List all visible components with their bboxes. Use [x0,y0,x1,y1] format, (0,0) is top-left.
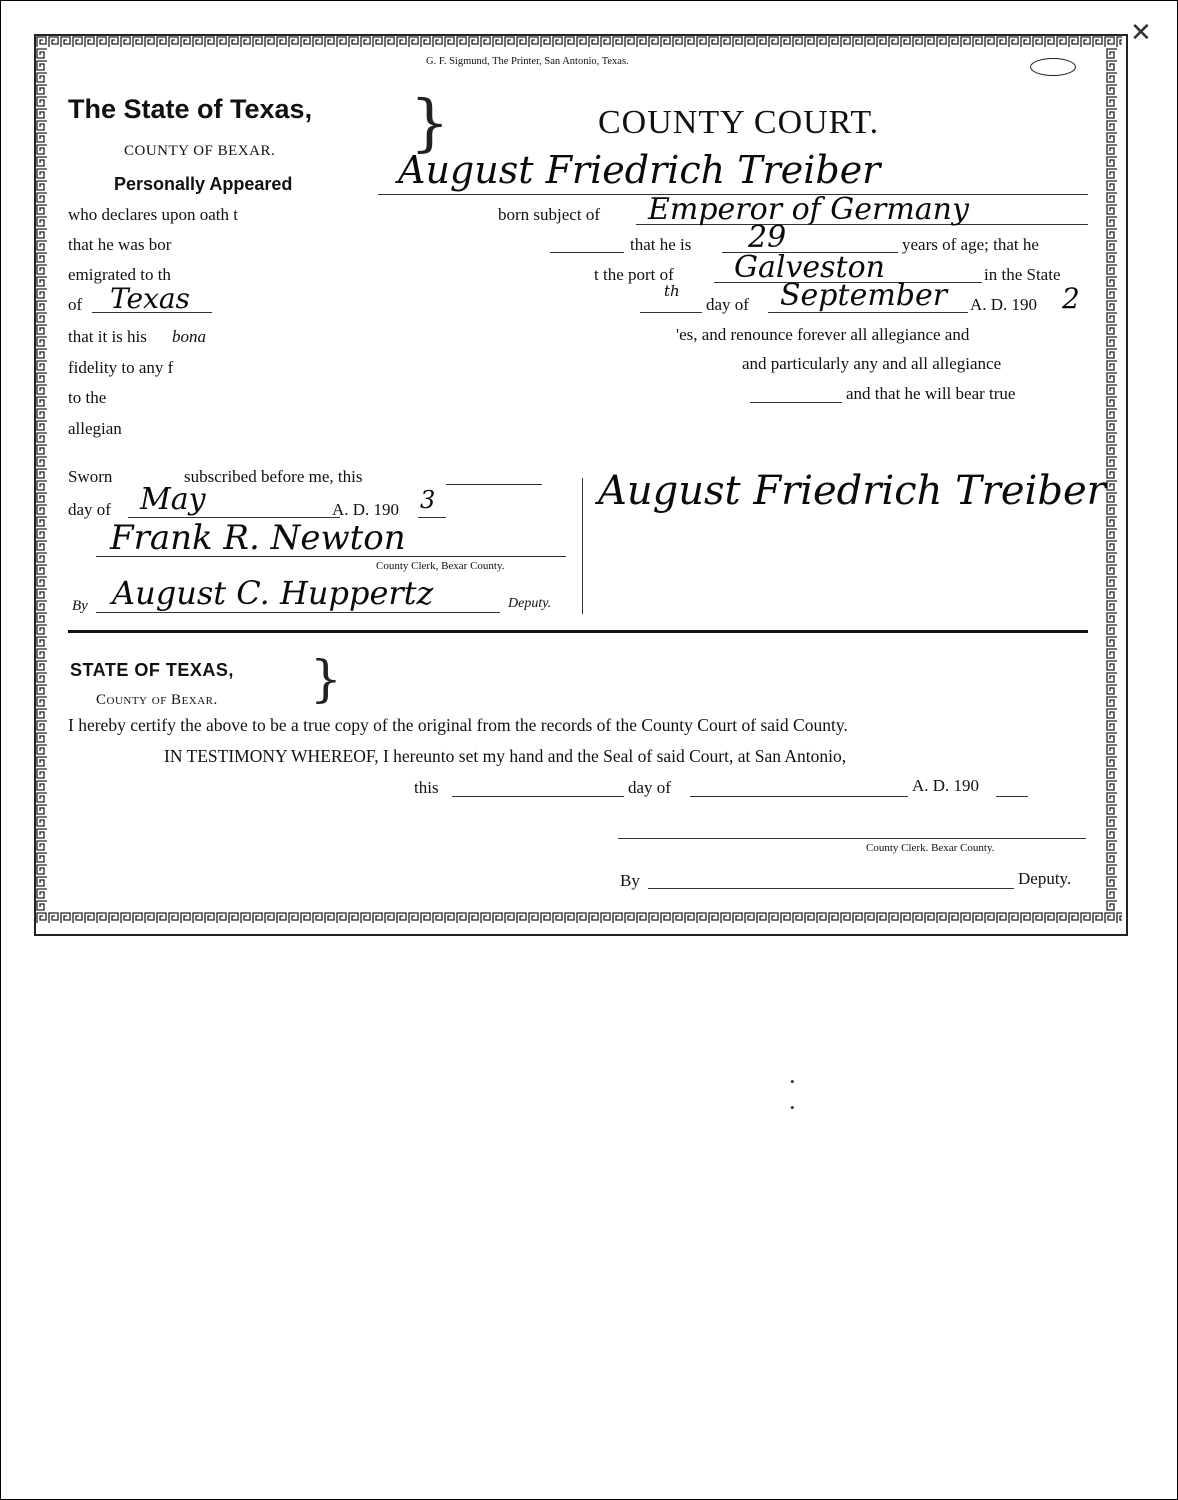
jurat-day-prefix: day of [68,500,111,519]
jurat-year-line [418,517,446,518]
clerk-signature-handwritten: Frank R. Newton [110,518,406,558]
state-name-handwritten: Texas [110,282,190,315]
deputy-signature-handwritten: August C. Huppertz [112,574,434,612]
personally-appeared-label: Personally Appeared [114,174,293,194]
certificate-state: STATE OF TEXAS, [70,660,234,680]
jurat-bracket [574,478,583,614]
certificate-this-label: this [414,778,439,797]
line3-prefix: emigrated to th [68,265,171,284]
certificate-brace-icon: } [310,650,342,708]
line5-bona: bona [172,327,206,346]
declarant-signature-handwritten: August Friedrich Treiber [598,468,1106,514]
corner-mark: ✕ [1130,18,1152,47]
emigration-month-handwritten: September [780,278,948,313]
line5-prefix: that it is his [68,327,147,346]
jurat-year-digit-handwritten: 3 [420,486,436,514]
certificate-deputy-line [648,888,1014,889]
line8-prefix: allegian [68,419,122,438]
certificate-testimony-text: IN TESTIMONY WHEREOF, I hereunto set my hand and the Seal of said Court, at San Antonio, [164,746,847,766]
certificate-certify-text: I hereby certify the above to be a true copy of the original from the records of the County Court of said County. [68,715,848,735]
sovereign-handwritten: Emperor of Germany [648,192,969,227]
line7-right: and that he will bear true [846,384,1016,403]
line6-prefix: fidelity to any f [68,358,174,377]
line2-suffix: years of age; that he [902,235,1039,254]
sworn-mid: subscribed before me, this [184,467,363,486]
section-divider [68,630,1088,633]
line4-suffix: A. D. 190 [970,295,1038,314]
certificate-by-label: By [620,871,640,890]
allegiance-line [750,402,842,403]
line3-suffix: in the State [984,265,1061,284]
line2-prefix: that he was bor [68,235,172,254]
line3-mid: t the port of [594,265,674,284]
printer-logo-icon [1030,58,1076,76]
sworn-prefix: Sworn [68,467,113,486]
certificate-day-of-label: day of [628,778,671,797]
jurat-month-handwritten: May [140,482,206,517]
jurat-ad-label: A. D. 190 [332,500,400,519]
line7-prefix: to the [68,388,107,407]
state-heading: The State of Texas, [68,94,313,124]
court-title: COUNTY COURT. [598,104,880,141]
jurat-by-label: By [72,598,88,614]
county-heading: COUNTY OF BEXAR. [124,143,276,159]
jurat-deputy-label: Deputy. [508,596,552,611]
certificate-clerk-caption: County Clerk. Bexar County. [866,842,995,854]
line5-right: 'es, and renounce forever all allegiance and [676,325,970,344]
certificate-county: County of Bexar. [96,692,218,708]
heading-brace-icon: } [410,86,450,159]
clerk-caption: County Clerk, Bexar County. [376,560,505,572]
line6-right: and particularly any and all allegiance [742,354,1002,373]
line4-prefix: of [68,295,83,314]
certificate-clerk-line [618,838,1086,839]
scan-speck: • [790,1074,795,1089]
certificate-ad-label: A. D. 190 [912,776,980,795]
certificate-month-line [690,796,908,797]
line1-mid: born subject of [498,205,600,224]
line1-prefix: who declares upon oath t [68,205,238,224]
line4-mid: day of [706,295,749,314]
certificate-year-line [996,796,1028,797]
emigration-day-line [640,312,702,313]
age-handwritten: 29 [748,220,787,255]
jurat-day-line [446,484,542,485]
day-superscript-handwritten: th [664,282,680,300]
birthplace-line [550,252,624,253]
declarant-name-handwritten: August Friedrich Treiber [398,148,881,192]
emigration-year-digit-handwritten: 2 [1062,282,1080,315]
certificate-deputy-label: Deputy. [1018,869,1072,888]
printer-imprint: G. F. Sigmund, The Printer, San Antonio, Texas. [426,56,629,67]
deputy-signature-line [96,612,500,613]
port-handwritten: Galveston [734,250,885,285]
certificate-day-line [452,796,624,797]
line2-mid: that he is [630,235,692,254]
scan-speck: • [790,1100,795,1115]
